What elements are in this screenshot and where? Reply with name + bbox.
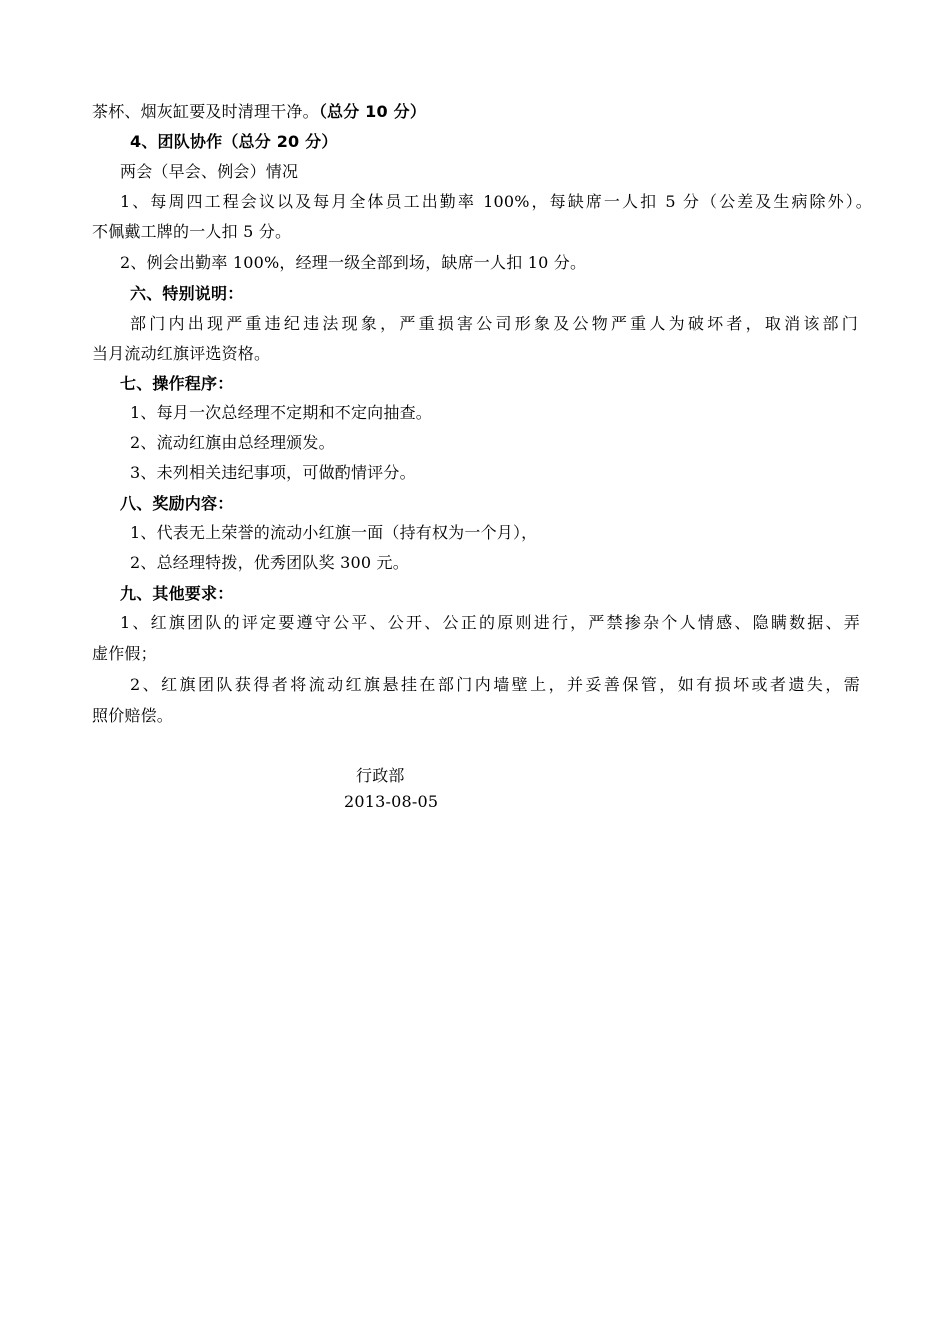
other-item-2-line-b: 照价赔偿。 — [92, 706, 174, 725]
other-item-1-line-a: 1、红旗团队的评定要遵守公平、公开、公正的原则进行，严禁掺杂个人情感、隐瞒数据、弄 — [120, 613, 860, 632]
signature-date: 2013-08-05 — [344, 792, 439, 811]
signature-department: 行政部 — [356, 766, 405, 785]
special-heading: 六、特别说明： — [130, 284, 244, 303]
reward-heading: 八、奖励内容： — [120, 494, 234, 513]
special-text-line-b: 当月流动红旗评选资格。 — [92, 344, 271, 363]
cleaning-line — [92, 102, 426, 122]
meeting-rule-2: 2、例会出勤率 100%，经理一级全部到场，缺席一人扣 10 分。 — [120, 253, 587, 272]
procedure-heading: 七、操作程序： — [120, 374, 234, 393]
procedure-item: 3、未列相关违纪事项，可做酌情评分。 — [130, 463, 416, 482]
special-text-line-a: 部门内出现严重违纪违法现象，严重损害公司形象及公物严重人为破坏者，取消该部门 — [130, 314, 858, 333]
other-heading: 九、其他要求： — [120, 584, 234, 603]
teamwork-heading: 4、团队协作（总分 20 分） — [130, 132, 338, 151]
meeting-rule-1-line-a: 1、每周四工程会议以及每月全体员工出勤率 100%，每缺席一人扣 5 分（公差及生病除外）。 — [120, 192, 872, 211]
meeting-rule-1-line-b: 不佩戴工牌的一人扣 5 分。 — [92, 222, 292, 241]
reward-item: 2、总经理特拨，优秀团队奖 300 元。 — [130, 553, 409, 572]
cleaning-text: 茶杯、烟灰缸要及时清理干净。 — [92, 102, 319, 121]
cleaning-score: （总分 10 分） — [318, 102, 427, 121]
procedure-item: 1、每月一次总经理不定期和不定向抽查。 — [130, 403, 432, 422]
meetings-intro: 两会（早会、例会）情况 — [120, 162, 299, 181]
procedure-item: 2、流动红旗由总经理颁发。 — [130, 433, 335, 452]
reward-item: 1、代表无上荣誉的流动小红旗一面（持有权为一个月）， — [130, 523, 538, 542]
other-item-1-line-b: 虚作假； — [92, 644, 157, 663]
other-item-2-line-a: 2、红旗团队获得者将流动红旗悬挂在部门内墙壁上，并妥善保管，如有损坏或者遗失，需 — [130, 675, 860, 694]
